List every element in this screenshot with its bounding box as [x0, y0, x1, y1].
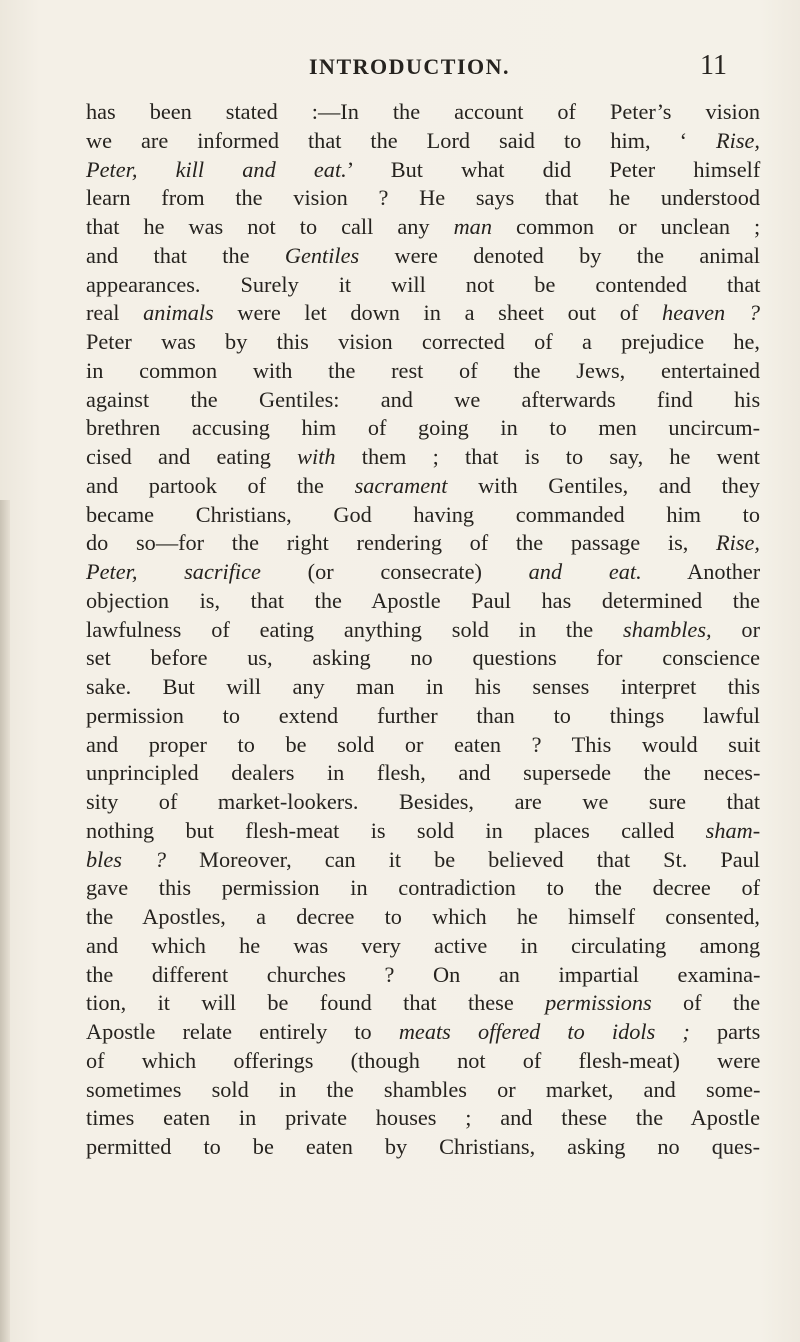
- italic-text: and eat.: [528, 559, 642, 584]
- text-line: [86, 874, 760, 903]
- text-run: (or consecrate): [260, 559, 529, 584]
- italic-text: meats offered to idols ;: [398, 1019, 690, 1044]
- text-line: [86, 1018, 760, 1047]
- italic-text: Gentiles: [284, 242, 360, 268]
- text-line: [86, 932, 760, 961]
- text-line: [86, 961, 760, 990]
- text-line: [86, 156, 760, 185]
- text-run: that he was not to call any: [86, 214, 454, 239]
- text-line: [86, 271, 760, 300]
- text-line: [86, 1076, 760, 1105]
- text-line: [86, 731, 760, 760]
- running-head: [0, 46, 800, 86]
- text-run: brethren accusing him of going in to men uncircum-: [86, 415, 760, 441]
- text-run: and partook of the: [86, 472, 355, 498]
- text-run: of the: [651, 990, 761, 1016]
- text-run: sity of market-lookers. Besides, are we sure that: [86, 789, 761, 814]
- text-line: [86, 386, 760, 415]
- text-run: sometimes sold in the shambles or market, and some-: [86, 1076, 761, 1102]
- text-run: sake. But will any man in his senses interpret this: [86, 674, 760, 699]
- text-line: [86, 242, 760, 271]
- text-run: became Christians, God having commanded him to: [86, 501, 760, 527]
- italic-text: animals: [143, 300, 214, 326]
- italic-text: heaven ?: [662, 300, 761, 326]
- italic-text: sham-: [705, 817, 761, 843]
- text-run: cised and eating: [86, 444, 298, 469]
- text-line: [86, 616, 760, 645]
- text-run: were denoted by the animal: [359, 242, 761, 268]
- text-line: [86, 127, 760, 156]
- text-run: permission to extend further than to things lawful: [86, 702, 760, 728]
- text-run: learn from the vision ? He says that he understood: [86, 185, 760, 211]
- text-run: were let down in a sheet out of: [213, 300, 663, 326]
- text-run: times eaten in private houses ; and these the Apostle: [86, 1105, 761, 1131]
- text-line: [86, 472, 760, 501]
- text-line: [86, 529, 760, 558]
- text-run: Peter was by this vision corrected of a prejudice he,: [86, 329, 760, 354]
- text-line: [86, 357, 760, 386]
- text-run: unprincipled dealers in flesh, and supersede the neces-: [86, 760, 761, 786]
- text-run: or: [711, 616, 760, 642]
- text-run: has been stated :—In the account of Peter’s vision: [86, 99, 760, 124]
- text-run: parts: [689, 1019, 761, 1044]
- italic-text: Peter, kill and eat.: [86, 156, 347, 182]
- italic-text: Rise,: [716, 127, 760, 153]
- italic-text: Rise,: [716, 530, 760, 556]
- text-run: permitted to be eaten by Christians, asking no ques-: [86, 1134, 760, 1159]
- text-run: appearances. Surely it will not be contended that: [86, 271, 761, 297]
- text-run: real: [86, 300, 144, 326]
- text-run: lawfulness of eating anything sold in the: [86, 616, 624, 642]
- text-run: and proper to be sold or eaten ? This would suit: [86, 731, 761, 757]
- text-line: [86, 702, 760, 731]
- text-line: [86, 501, 760, 530]
- text-run: common or unclean ;: [491, 214, 761, 239]
- text-run: objection is, that the Apostle Paul has determined the: [86, 587, 760, 613]
- text-run: with Gentiles, and they: [447, 472, 760, 498]
- text-line: [86, 299, 760, 328]
- text-line: [86, 443, 760, 472]
- text-run: Moreover, can it be believed that St. Paul: [166, 846, 760, 872]
- text-line: [86, 644, 760, 673]
- binding-gutter-shadow: [0, 500, 10, 1342]
- text-run: ’ But what did Peter himself: [346, 156, 761, 182]
- text-line: [86, 1133, 760, 1162]
- text-line: [86, 184, 760, 213]
- italic-text: permissions: [545, 990, 652, 1016]
- italic-text: man: [453, 214, 492, 239]
- italic-text: shambles,: [623, 616, 712, 642]
- body-text: [86, 98, 760, 1162]
- text-line: [86, 558, 760, 587]
- page-number: 11: [700, 50, 727, 81]
- text-run: of which offerings (though not of flesh-meat) were: [86, 1047, 761, 1073]
- text-line: [86, 846, 760, 875]
- italic-text: bles ?: [86, 846, 167, 872]
- text-line: [86, 903, 760, 932]
- italic-text: with: [297, 444, 336, 469]
- italic-text: sacrament: [354, 472, 448, 498]
- text-run: and which he was very active in circulating among: [86, 932, 761, 958]
- text-run: gave this permission in contradiction to the decree of: [86, 875, 761, 901]
- text-run: tion, it will be found that these: [86, 990, 546, 1016]
- text-run: them ; that is to say, he went: [335, 444, 760, 469]
- text-run: nothing but flesh-meat is sold in places called: [86, 817, 706, 843]
- text-run: the different churches ? On an impartial examina-: [86, 961, 761, 987]
- italic-text: Peter, sacrifice: [86, 559, 261, 584]
- text-line: [86, 759, 760, 788]
- text-line: [86, 1047, 760, 1076]
- text-line: [86, 414, 760, 443]
- text-run: the Apostles, a decree to which he himself consented,: [86, 904, 760, 929]
- text-run: in common with the rest of the Jews, entertained: [86, 357, 760, 383]
- text-run: Apostle relate entirely to: [86, 1019, 399, 1044]
- text-line: [86, 328, 760, 357]
- text-run: set before us, asking no questions for conscience: [86, 645, 760, 671]
- text-line: [86, 673, 760, 702]
- text-line: [86, 98, 760, 127]
- text-run: we are informed that the Lord said to him, ‘: [86, 127, 717, 153]
- text-line: [86, 1104, 760, 1133]
- text-line: [86, 817, 760, 846]
- text-line: [86, 788, 760, 817]
- text-run: against the Gentiles: and we afterwards find his: [86, 386, 761, 412]
- text-line: [86, 587, 760, 616]
- running-head-title: INTRODUCTION.: [309, 54, 511, 79]
- text-line: [86, 989, 760, 1018]
- text-line: [86, 213, 760, 242]
- text-run: and that the: [86, 242, 285, 268]
- text-run: Another: [641, 559, 761, 584]
- text-run: do so—for the right rendering of the passage is,: [86, 530, 717, 556]
